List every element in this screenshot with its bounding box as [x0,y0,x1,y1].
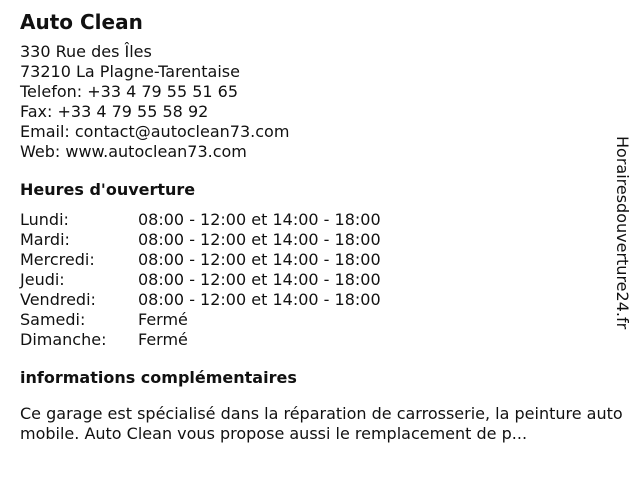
day-label: Lundi: [20,210,69,229]
hours-row-lundi [20,210,620,230]
hours-value: 08:00 - 12:00 et 14:00 - 18:00 [138,250,381,269]
day-label: Jeudi: [20,270,65,289]
hours-row-jeudi [20,270,620,290]
info-description: Ce garage est spécialisé dans la réparation de carrosserie, la peinture automobile. Auto Clean vous propose aussi le remplacement de p... [20,404,623,443]
hours-row-mercredi [20,250,620,270]
fax-text: Fax: +33 4 79 55 58 92 [20,102,209,121]
hours-value: 08:00 - 12:00 et 14:00 - 18:00 [138,270,381,289]
hours-value: 08:00 - 12:00 et 14:00 - 18:00 [138,290,381,309]
day-label: Samedi: [20,310,86,329]
hours-row-dimanche [20,330,620,350]
address-line-2: 73210 La Plagne-Tarentaise [20,62,240,81]
phone-text: Telefon: +33 4 79 55 51 65 [20,82,239,101]
hours-value: Fermé [138,330,188,349]
hours-value: Fermé [138,310,188,329]
email-text: Email: contact@autoclean73.com [20,122,290,141]
day-label: Vendredi: [20,290,96,309]
contact-block [20,42,620,162]
site-watermark: Horairesdouverture24.fr [613,136,632,330]
day-label: Dimanche: [20,330,107,349]
hours-heading: Heures d'ouverture [20,180,196,199]
hours-row-mardi [20,230,620,250]
info-heading: informations complémentaires [20,368,297,387]
hours-table [20,210,620,350]
day-label: Mardi: [20,230,70,249]
web-text: Web: www.autoclean73.com [20,142,247,161]
hours-value: 08:00 - 12:00 et 14:00 - 18:00 [138,230,381,249]
hours-row-vendredi [20,290,620,310]
address-line-1: 330 Rue des Îles [20,42,152,61]
hours-row-samedi [20,310,620,330]
day-label: Mercredi: [20,250,95,269]
hours-value: 08:00 - 12:00 et 14:00 - 18:00 [138,210,381,229]
business-name: Auto Clean [20,10,143,34]
